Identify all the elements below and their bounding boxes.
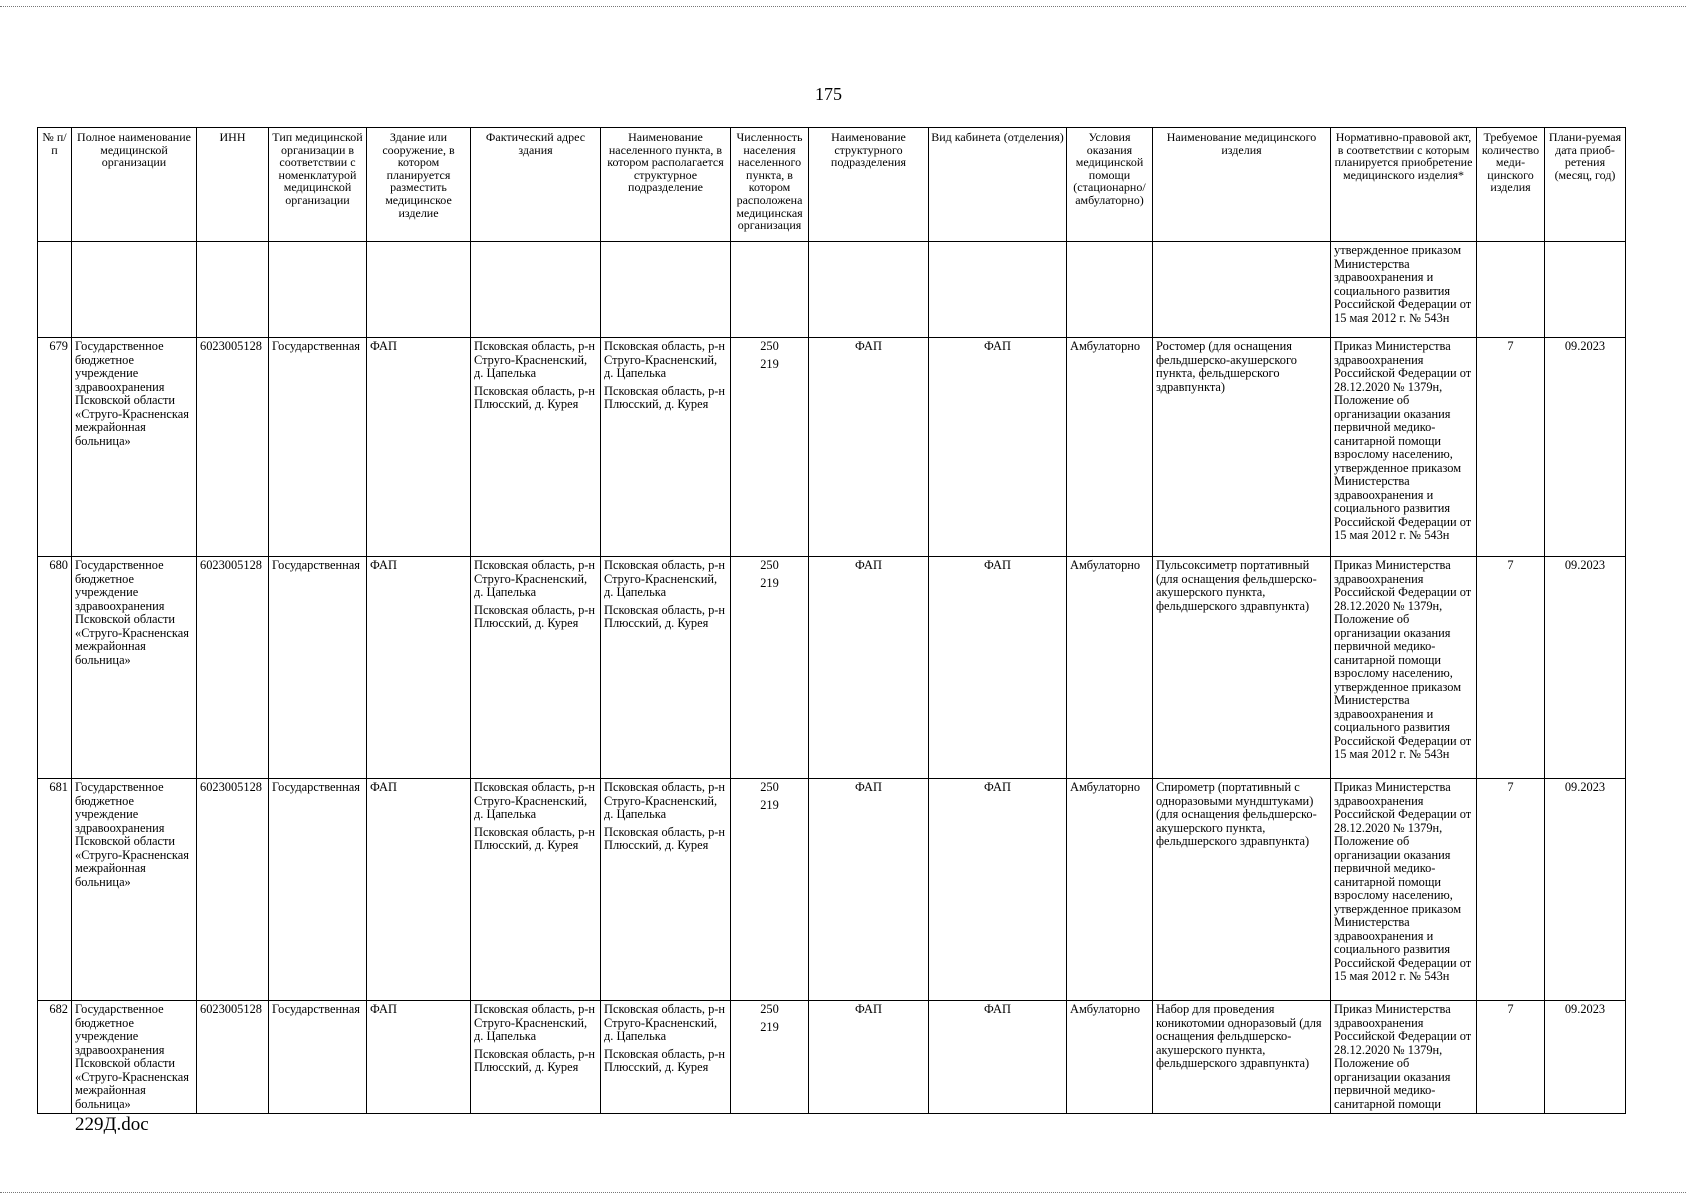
population: [731, 338, 809, 557]
cabinet: ФАП: [929, 338, 1067, 557]
row-number: 680: [38, 557, 72, 779]
address-line: Псковская область, р-н Плюсский, д. Курея: [474, 383, 596, 411]
header-building: Здание или сооружение, в котором планируется разместить медицинское изделие: [367, 128, 471, 242]
header-unit: Наименование структурного подразделения: [809, 128, 929, 242]
inn: 6023005128: [197, 557, 269, 779]
scan-edge-bottom: [0, 1192, 1686, 1193]
building: ФАП: [367, 557, 471, 779]
header-inn: ИНН: [197, 128, 269, 242]
inn: 6023005128: [197, 338, 269, 557]
header-cabinet: Вид кабинета (отделения): [929, 128, 1067, 242]
device-name: Ростомер (для оснащения фельдшерско-акушерского пункта, фельдшерского здравпункта): [1153, 338, 1331, 557]
legal-act: Приказ Министерства здравоохранения Российской Федерации от 28.12.2020 № 1379н, Положение об организации оказания первичной медико-санитарной помощи взрослому населению, утвержденное приказом Министерства здравоохранения и социального развития Российской Федерации от 15 мая 2012 г. № 543н: [1331, 557, 1477, 779]
population: [731, 1001, 809, 1114]
table-row: [38, 779, 1626, 1001]
unit: ФАП: [809, 557, 929, 779]
population-value: 219: [760, 356, 779, 371]
building: ФАП: [367, 338, 471, 557]
device-name: Спирометр (портативный с одноразовыми мундштуками) (для оснащения фельдшерско-акушерского пункта, фельдшерского здравпункта): [1153, 779, 1331, 1001]
unit: ФАП: [809, 338, 929, 557]
locality-line: Псковская область, р-н Струго-Красненский, д. Цапелька: [604, 780, 726, 821]
device-name: Пульсоксиметр портативный (для оснащения фельдшерско-акушерского пункта, фельдшерского здравпункта): [1153, 557, 1331, 779]
unit: ФАП: [809, 779, 929, 1001]
legal-act: Приказ Министерства здравоохранения Российской Федерации от 28.12.2020 № 1379н, Положение об организации оказания первичной медико-санитарной помощи: [1331, 1001, 1477, 1114]
cabinet: ФАП: [929, 557, 1067, 779]
population-value: 250: [760, 558, 779, 572]
row-number: 682: [38, 1001, 72, 1114]
header-quantity: Требуемое количество меди-цинского изделия: [1477, 128, 1545, 242]
inn: 6023005128: [197, 1001, 269, 1114]
header-date: Плани-руемая дата приоб-ретения (месяц, год): [1545, 128, 1626, 242]
population-value: 219: [760, 797, 779, 812]
locality-line: Псковская область, р-н Плюсский, д. Курея: [604, 602, 726, 630]
locality-line: Псковская область, р-н Струго-Красненский, д. Цапелька: [604, 1002, 726, 1043]
locality-line: Псковская область, р-н Плюсский, д. Курея: [604, 383, 726, 411]
org-type: Государственная: [269, 557, 367, 779]
scan-edge-top: [0, 6, 1686, 7]
table-row: [38, 557, 1626, 779]
purchase-date: 09.2023: [1545, 1001, 1626, 1114]
org-type: Государственная: [269, 1001, 367, 1114]
inn: 6023005128: [197, 779, 269, 1001]
file-name-footer: 229Д.doc: [75, 1114, 149, 1135]
page-number: 175: [815, 84, 842, 104]
building: ФАП: [367, 779, 471, 1001]
population-value: 250: [760, 339, 779, 353]
header-org: Полное наименование медицинской организации: [72, 128, 197, 242]
table-header-row: [38, 128, 1626, 242]
header-act: Нормативно-правовой акт, в соответствии с которым планируется приобретение медицинского изделия*: [1331, 128, 1477, 242]
locality: [601, 338, 731, 557]
header-address: Фактический адрес здания: [471, 128, 601, 242]
equipment-table: [37, 127, 1626, 1114]
unit: ФАП: [809, 1001, 929, 1114]
device-name: Набор для проведения коникотомии одноразовый (для оснащения фельдшерско-акушерского пункта, фельдшерского здравпункта): [1153, 1001, 1331, 1114]
population-value: 250: [760, 1002, 779, 1016]
org-type: Государственная: [269, 779, 367, 1001]
address-line: Псковская область, р-н Струго-Красненский, д. Цапелька: [474, 1002, 596, 1043]
continuation-act: утвержденное приказом Министерства здравоохранения и социального развития Российской Федерации от 15 мая 2012 г. № 543н: [1331, 242, 1477, 338]
org-name: Государственное бюджетное учреждение здравоохранения Псковской области «Струго-Красненская межрайонная больница»: [72, 779, 197, 1001]
address-line: Псковская область, р-н Плюсский, д. Курея: [474, 602, 596, 630]
purchase-date: 09.2023: [1545, 779, 1626, 1001]
locality: [601, 1001, 731, 1114]
population: [731, 557, 809, 779]
locality: [601, 557, 731, 779]
header-type: Тип медицинской организации в соответствии с номенклатурой медицинской организации: [269, 128, 367, 242]
quantity: 7: [1477, 1001, 1545, 1114]
address-line: Псковская область, р-н Плюсский, д. Курея: [474, 824, 596, 852]
address: [471, 1001, 601, 1114]
population-value: 219: [760, 575, 779, 590]
population-value: 219: [760, 1019, 779, 1034]
address: [471, 338, 601, 557]
locality-line: Псковская область, р-н Струго-Красненский, д. Цапелька: [604, 339, 726, 380]
cabinet: ФАП: [929, 1001, 1067, 1114]
population-value: 250: [760, 780, 779, 794]
org-name: Государственное бюджетное учреждение здравоохранения Псковской области «Струго-Красненская межрайонная больница»: [72, 557, 197, 779]
org-name: Государственное бюджетное учреждение здравоохранения Псковской области «Струго-Красненская межрайонная больница»: [72, 1001, 197, 1114]
purchase-date: 09.2023: [1545, 338, 1626, 557]
locality: [601, 779, 731, 1001]
address-line: Псковская область, р-н Струго-Красненский, д. Цапелька: [474, 339, 596, 380]
header-device: Наименование медицинского изделия: [1153, 128, 1331, 242]
building: ФАП: [367, 1001, 471, 1114]
org-type: Государственная: [269, 338, 367, 557]
address: [471, 779, 601, 1001]
address: [471, 557, 601, 779]
conditions: Амбулаторно: [1067, 557, 1153, 779]
table-row: [38, 1001, 1626, 1114]
row-number: 679: [38, 338, 72, 557]
quantity: 7: [1477, 779, 1545, 1001]
locality-line: Псковская область, р-н Струго-Красненский, д. Цапелька: [604, 558, 726, 599]
conditions: Амбулаторно: [1067, 1001, 1153, 1114]
table-row: [38, 338, 1626, 557]
table-row-continuation: [38, 242, 1626, 338]
header-num: № п/п: [38, 128, 72, 242]
address-line: Псковская область, р-н Струго-Красненский, д. Цапелька: [474, 780, 596, 821]
conditions: Амбулаторно: [1067, 779, 1153, 1001]
quantity: 7: [1477, 338, 1545, 557]
header-conditions: Условия оказания медицинской помощи (стационарно/ амбулаторно): [1067, 128, 1153, 242]
purchase-date: 09.2023: [1545, 557, 1626, 779]
legal-act: Приказ Министерства здравоохранения Российской Федерации от 28.12.2020 № 1379н, Положение об организации оказания первичной медико-санитарной помощи взрослому населению, утвержденное приказом Министерства здравоохранения и социального развития Российской Федерации от 15 мая 2012 г. № 543н: [1331, 779, 1477, 1001]
cabinet: ФАП: [929, 779, 1067, 1001]
org-name: Государственное бюджетное учреждение здравоохранения Псковской области «Струго-Красненская межрайонная больница»: [72, 338, 197, 557]
address-line: Псковская область, р-н Струго-Красненский, д. Цапелька: [474, 558, 596, 599]
header-population: Численность населения населенного пункта, в котором расположена медицинская организация: [731, 128, 809, 242]
conditions: Амбулаторно: [1067, 338, 1153, 557]
row-number: 681: [38, 779, 72, 1001]
header-locality: Наименование населенного пункта, в котором располагается структурное подразделение: [601, 128, 731, 242]
locality-line: Псковская область, р-н Плюсский, д. Курея: [604, 1046, 726, 1074]
population: [731, 779, 809, 1001]
locality-line: Псковская область, р-н Плюсский, д. Курея: [604, 824, 726, 852]
quantity: 7: [1477, 557, 1545, 779]
address-line: Псковская область, р-н Плюсский, д. Курея: [474, 1046, 596, 1074]
legal-act: Приказ Министерства здравоохранения Российской Федерации от 28.12.2020 № 1379н, Положение об организации оказания первичной медико-санитарной помощи взрослому населению, утвержденное приказом Министерства здравоохранения и социального развития Российской Федерации от 15 мая 2012 г. № 543н: [1331, 338, 1477, 557]
